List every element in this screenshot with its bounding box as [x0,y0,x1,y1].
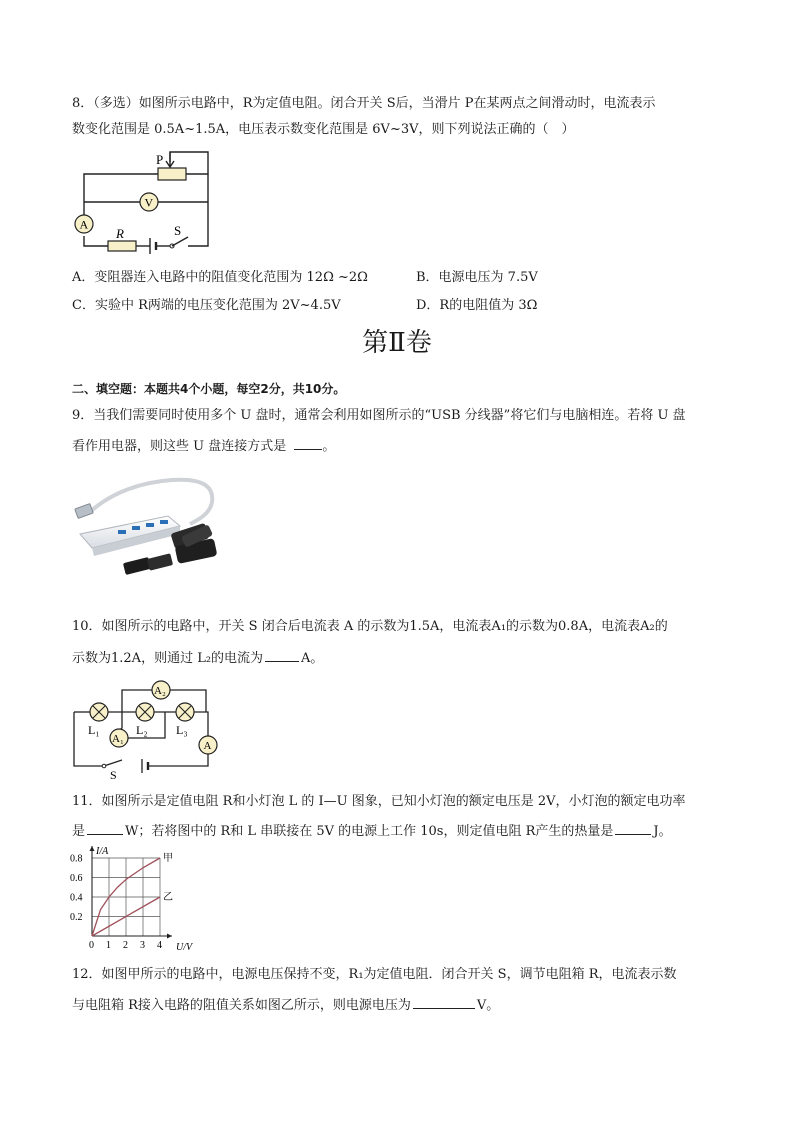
usb-port-4 [160,520,168,524]
switch-lever [172,237,188,246]
q11-text-line2-start: 是 [72,824,86,839]
q8-text-line1: 8．（多选）如图所示电路中，R为定值电阻。闭合开关 S后，当滑片 P在某两点之间滑动时，电流表示 [72,96,656,111]
switch-s-label: S [174,223,182,238]
switch-s-lever [104,760,122,766]
q10-text-line2 [72,647,724,669]
voltmeter-label: V [144,195,154,210]
lamp-l1-label: L₁ [88,723,100,737]
q12-text-line2-end: V。 [476,998,500,1013]
q12-answer-blank [413,994,475,1009]
q8-option-b: B．电源电压为 7.5V [416,270,538,285]
q9-text-line2-end: 。 [322,439,336,454]
q11-answer-blank-2 [615,820,651,835]
usb-hub-photo [72,472,228,582]
y-tick-label: 0.4 [70,892,83,904]
y-tick-label: 0.6 [70,873,83,884]
ammeter-a-label: A [203,740,212,752]
iu-graph [68,842,204,956]
y-axis-label: I/A [96,846,109,857]
q9-text-line2 [72,435,724,457]
x-tick-label: 1 [106,940,111,951]
lamp-l2-label: L₂ [136,723,148,737]
series-label-2: 乙 [163,892,173,903]
ammeter-a1-label: A₁ [112,733,124,745]
x-tick-label: 2 [123,940,128,951]
y-tick-label: 0.2 [70,912,83,923]
q9-text-line1: 9．当我们需要同时使用多个 U 盘时，通常会利用如图所示的“USB 分线器”将它们与电脑相连。若将 U 盘 [72,408,686,423]
lamp-l2-symbol [136,703,154,721]
slider-arrow-icon [166,152,174,167]
q10-answer-blank [265,647,299,662]
usb-plug [75,504,93,519]
ammeter-a2-label: A₂ [154,685,166,697]
usb-port-2 [132,526,140,530]
q10-text-line1: 10．如图所示的电路中，开关 S 闭合后电流表 A 的示数为1.5A，电流表A₁的示数为0.8A，电流表A₂的 [72,619,668,634]
resistor-r-symbol [108,241,136,251]
x-tick-label: 3 [140,940,145,951]
q12-text-line1: 12．如图甲所示的电路中，电源电压保持不变，R₁为定值电阻．闭合开关 S，调节电阻箱 R，电流表示数 [72,967,677,982]
q8-option-d: D．R的电阻值为 3Ω [416,298,538,313]
y-axis-arrow-icon [90,846,95,851]
q12-text-line2-main: 与电阻箱 R接入电路的阻值关系如图乙所示，则电源电压为 [72,998,411,1013]
usb-cable [90,480,212,524]
switch-s-contact [102,764,106,768]
q8-text-line2: 数变化范围是 0.5A~1.5A，电压表示数变化范围是 6V~3V，则下列说法正确的（ ） [72,122,575,137]
series-label-1: 甲 [163,853,173,864]
q8-option-c: C．实验中 R两端的电压变化范围为 2V~4.5V [72,298,341,313]
section-title: 第Ⅱ卷 [362,328,432,358]
q9-text-line2-main: 看作用电器，则这些 U 盘连接方式是 [72,439,287,454]
q10-text-line2-end: A。 [301,651,324,666]
q11-text-line2-main: W；若将图中的 R和 L 串联接在 5V 的电源上工作 10s，则定值电阻 R产生的热量是 [125,824,614,839]
q11-text-line2 [72,820,724,842]
q11-text-line2-end: J。 [653,824,672,839]
x-tick-label: 4 [157,940,162,951]
q9-answer-blank [294,435,322,450]
x-axis-label: U/V [176,942,193,953]
resistor-r-label: R [116,226,124,241]
usb-port-3 [146,523,154,527]
y-tick-label: 0.8 [70,853,83,865]
lamp-l1-symbol [90,703,108,721]
rheostat-symbol [158,168,186,180]
x-tick-label: 0 [89,940,94,951]
q8-circuit-diagram [70,146,220,256]
q10-text-line2-main: 示数为1.2A，则通过 L₂的电流为 [72,651,264,666]
ammeter-label: A [79,217,89,232]
usb-port-1 [118,530,126,534]
section-heading: 二、填空题：本题共4个小题，每空2分，共10分。 [72,382,346,396]
usb-flash-drive-5 [147,553,173,570]
q8-option-a: A．变阻器连入电路中的阻值变化范围为 12Ω ~2Ω [72,270,368,285]
lamp-l3-label: L₃ [176,723,188,737]
slider-label-p: P [156,152,164,167]
usb-flash-drive-4 [123,557,151,575]
switch-s-label: S [110,768,117,780]
x-axis-arrow-icon [167,934,172,939]
lamp-l3-symbol [176,703,194,721]
q11-answer-blank-1 [87,820,123,835]
q10-circuit-diagram [70,676,222,780]
q12-text-line2 [72,994,724,1016]
q11-text-line1: 11．如图所示是定值电阻 R和小灯泡 L 的 I—U 图象，已知小灯泡的额定电压是 2V，小灯泡的额定电功率 [72,794,686,809]
